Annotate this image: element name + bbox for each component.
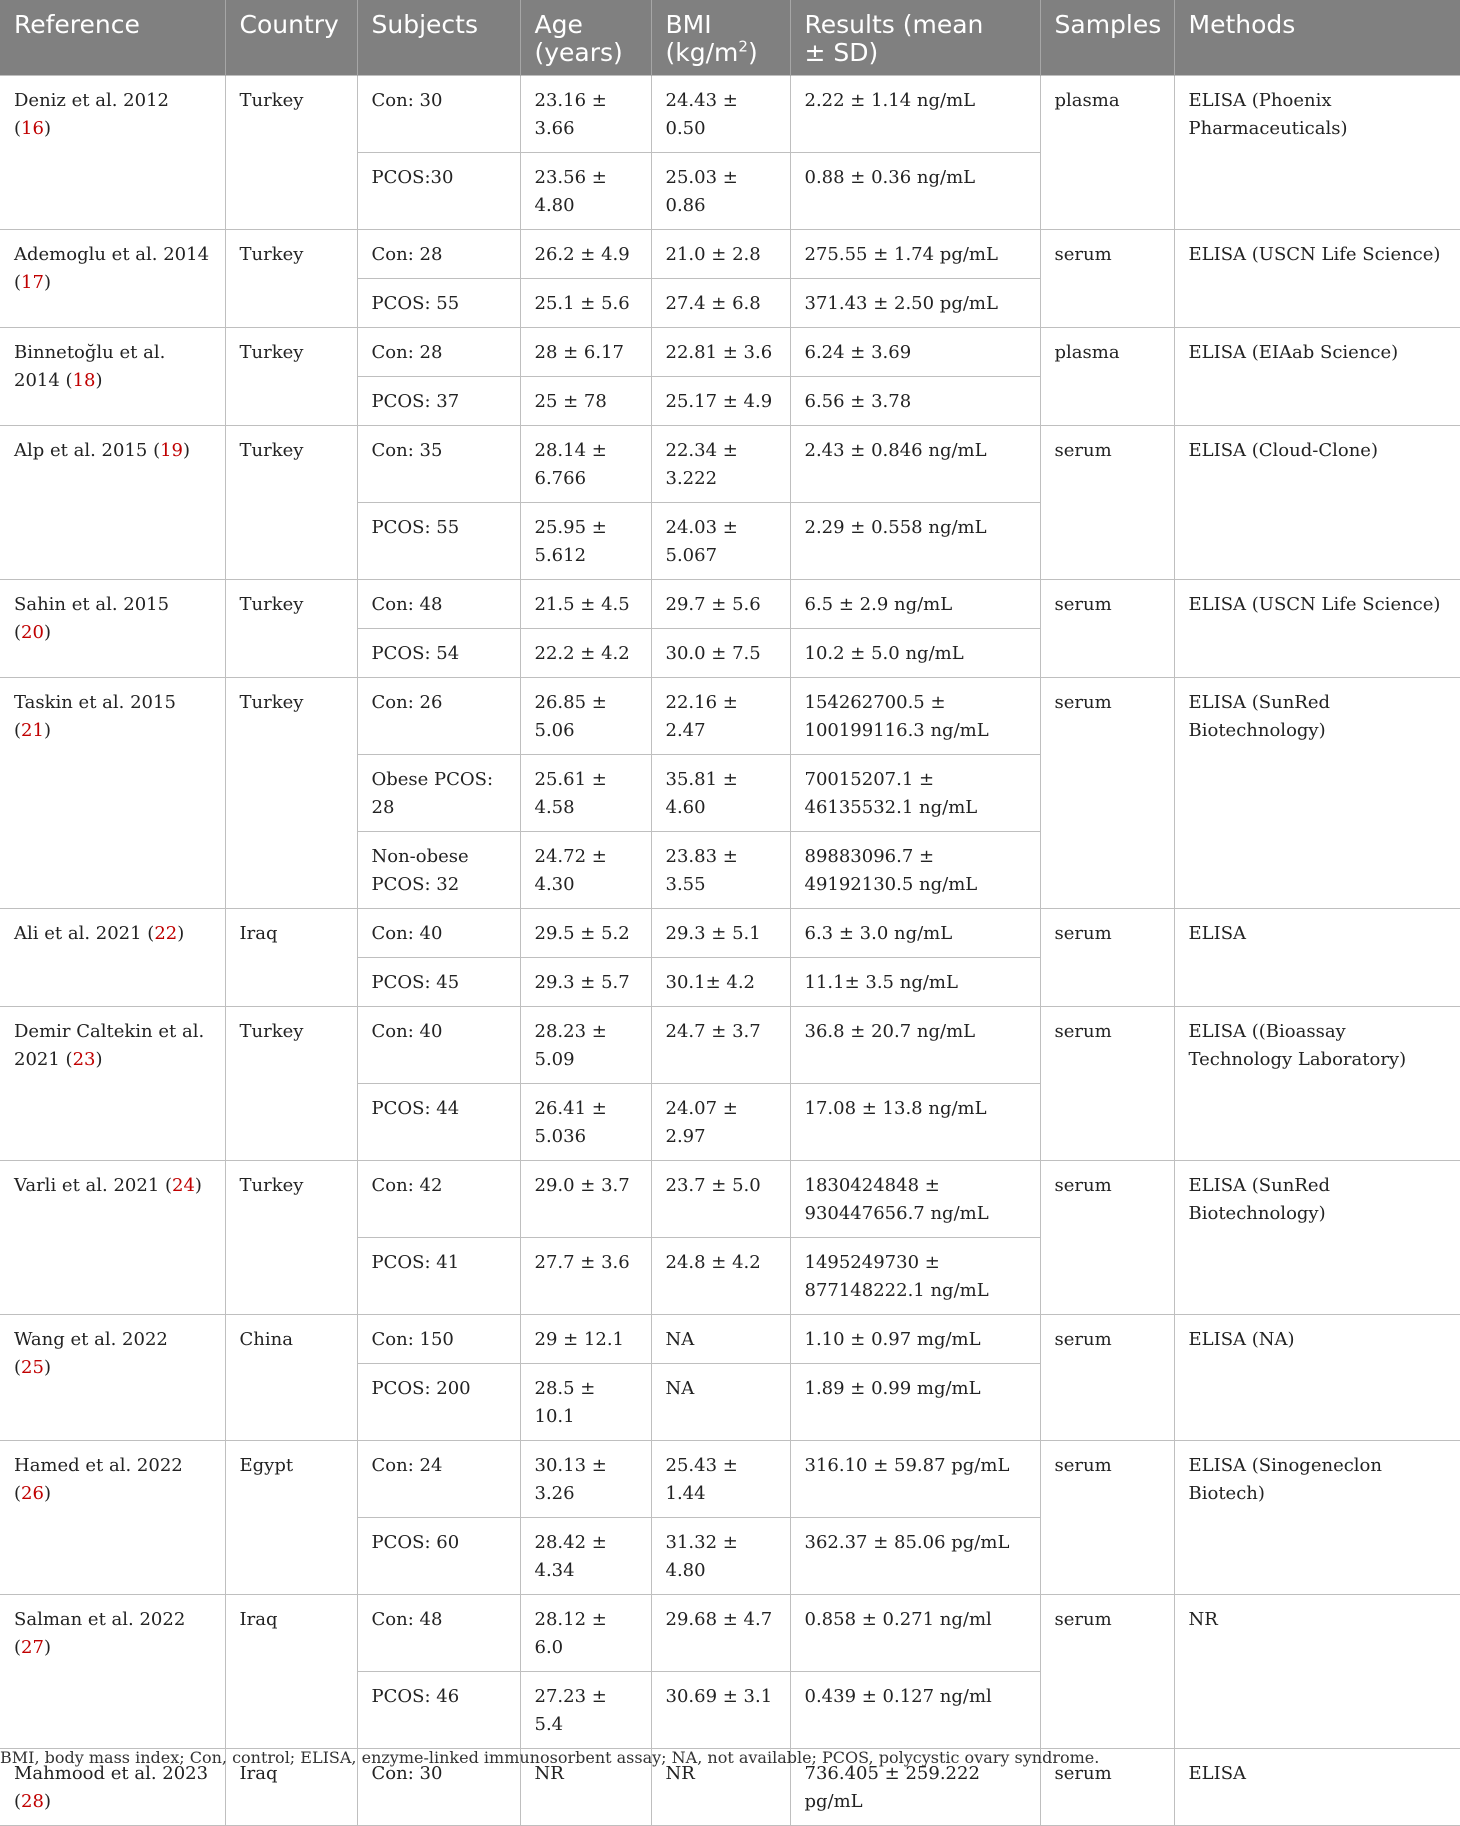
result-cell: 89883096.7 ± 49192130.5 ng/mL: [790, 832, 1040, 909]
subjects-cell: Con: 28: [357, 328, 520, 377]
reference-text: Alp et al. 2015 (: [14, 440, 161, 461]
method-cell: ELISA (NA): [1174, 1315, 1460, 1441]
subjects-cell: PCOS: 46: [357, 1672, 520, 1749]
reference-text: Deniz et al. 2012 (: [14, 90, 169, 139]
subjects-cell: PCOS: 60: [357, 1518, 520, 1595]
sample-cell: serum: [1040, 1315, 1174, 1441]
country-cell: Iraq: [225, 909, 357, 1007]
age-cell: 26.85 ± 5.06: [520, 678, 651, 755]
result-cell: 1830424848 ± 930447656.7 ng/mL: [790, 1161, 1040, 1238]
age-cell: 29.3 ± 5.7: [520, 958, 651, 1007]
method-cell: ELISA: [1174, 909, 1460, 1007]
subjects-cell: PCOS: 44: [357, 1084, 520, 1161]
subjects-cell: PCOS: 37: [357, 377, 520, 426]
subjects-cell: Con: 30: [357, 76, 520, 153]
table-row: [0, 1315, 1460, 1364]
reference-number-link[interactable]: 18: [72, 370, 96, 391]
reference-text: Ali et al. 2021 (: [14, 923, 155, 944]
col-header-methods: Methods: [1174, 0, 1460, 76]
reference-number-link[interactable]: 26: [21, 1483, 44, 1504]
table-row: [0, 1441, 1460, 1518]
result-cell: 10.2 ± 5.0 ng/mL: [790, 629, 1040, 678]
age-cell: 28 ± 6.17: [520, 328, 651, 377]
result-cell: 6.3 ± 3.0 ng/mL: [790, 909, 1040, 958]
age-cell: 29 ± 12.1: [520, 1315, 651, 1364]
result-cell: 6.5 ± 2.9 ng/mL: [790, 580, 1040, 629]
subjects-cell: Con: 48: [357, 1595, 520, 1672]
reference-close-paren: ): [95, 370, 103, 391]
col-header-bmi-line1: BMI: [665, 10, 712, 39]
bmi-cell: 25.43 ± 1.44: [651, 1441, 790, 1518]
reference-text: Hamed et al. 2022 (: [14, 1455, 183, 1504]
method-cell: ELISA (USCN Life Science): [1174, 580, 1460, 678]
country-cell: Turkey: [225, 76, 357, 230]
reference-number-link[interactable]: 25: [21, 1357, 44, 1378]
method-cell: ELISA (SunRed Biotechnology): [1174, 1161, 1460, 1315]
bmi-cell: 29.68 ± 4.7: [651, 1595, 790, 1672]
bmi-cell: NR: [651, 1749, 790, 1826]
age-cell: 21.5 ± 4.5: [520, 580, 651, 629]
subjects-cell: Obese PCOS: 28: [357, 755, 520, 832]
subjects-cell: Con: 28: [357, 230, 520, 279]
reference-cell: [0, 909, 225, 1007]
col-header-results-line2: ± SD): [804, 38, 879, 67]
bmi-cell: 24.7 ± 3.7: [651, 1007, 790, 1084]
result-cell: 1.10 ± 0.97 mg/mL: [790, 1315, 1040, 1364]
result-cell: 2.22 ± 1.14 ng/mL: [790, 76, 1040, 153]
bmi-cell: NA: [651, 1364, 790, 1441]
age-cell: NR: [520, 1749, 651, 1826]
bmi-cell: 30.1± 4.2: [651, 958, 790, 1007]
reference-close-paren: ): [43, 1791, 51, 1812]
table-footnote: BMI, body mass index; Con, control; ELISA, enzyme-linked immunosorbent assay; NA, not available; PCOS, polycystic ovary syndrome.: [0, 1748, 1100, 1767]
result-cell: 6.24 ± 3.69: [790, 328, 1040, 377]
sample-cell: serum: [1040, 426, 1174, 580]
subjects-cell: PCOS: 54: [357, 629, 520, 678]
age-cell: 27.7 ± 3.6: [520, 1238, 651, 1315]
age-cell: 27.23 ± 5.4: [520, 1672, 651, 1749]
age-cell: 28.42 ± 4.34: [520, 1518, 651, 1595]
col-header-bmi: [651, 0, 790, 76]
sample-cell: serum: [1040, 1749, 1174, 1826]
reference-text: Varli et al. 2021 (: [14, 1175, 173, 1196]
age-cell: 26.2 ± 4.9: [520, 230, 651, 279]
col-header-age-line2: (years): [534, 38, 623, 67]
reference-text: Sahin et al. 2015 (: [14, 594, 170, 643]
reference-number-link[interactable]: 21: [21, 720, 44, 741]
country-cell: Turkey: [225, 678, 357, 909]
country-cell: Turkey: [225, 1161, 357, 1315]
col-header-bmi-unit-close: ): [747, 38, 758, 67]
reference-text: Salman et al. 2022 (: [14, 1609, 186, 1658]
reference-cell: [0, 328, 225, 426]
age-cell: 23.56 ± 4.80: [520, 153, 651, 230]
result-cell: 736.405 ± 259.222 pg/mL: [790, 1749, 1040, 1826]
age-cell: 23.16 ± 3.66: [520, 76, 651, 153]
subjects-cell: Con: 40: [357, 1007, 520, 1084]
sample-cell: serum: [1040, 909, 1174, 1007]
result-cell: 154262700.5 ± 100199116.3 ng/mL: [790, 678, 1040, 755]
reference-close-paren: ): [43, 720, 51, 741]
country-cell: Iraq: [225, 1595, 357, 1749]
country-cell: Turkey: [225, 230, 357, 328]
bmi-cell: 30.69 ± 3.1: [651, 1672, 790, 1749]
method-cell: ELISA: [1174, 1749, 1460, 1826]
reference-text: Demir Caltekin et al. 2021 (: [14, 1021, 205, 1070]
method-cell: ELISA (Sinogeneclon Biotech): [1174, 1441, 1460, 1595]
table-row: [0, 580, 1460, 629]
result-cell: 70015207.1 ± 46135532.1 ng/mL: [790, 755, 1040, 832]
result-cell: 17.08 ± 13.8 ng/mL: [790, 1084, 1040, 1161]
bmi-cell: 24.43 ± 0.50: [651, 76, 790, 153]
reference-close-paren: ): [43, 1637, 51, 1658]
bmi-cell: 24.8 ± 4.2: [651, 1238, 790, 1315]
subjects-cell: Con: 42: [357, 1161, 520, 1238]
country-cell: Turkey: [225, 328, 357, 426]
col-header-bmi-unit: (kg/m: [665, 38, 739, 67]
reference-number-link[interactable]: 28: [21, 1791, 44, 1812]
sample-cell: serum: [1040, 1441, 1174, 1595]
reference-cell: [0, 678, 225, 909]
table-row: [0, 328, 1460, 377]
country-cell: Turkey: [225, 426, 357, 580]
age-cell: 25.95 ± 5.612: [520, 503, 651, 580]
reference-text: Taskin et al. 2015 (: [14, 692, 176, 741]
method-cell: ELISA (Cloud-Clone): [1174, 426, 1460, 580]
country-cell: Turkey: [225, 580, 357, 678]
col-header-age-line1: Age: [534, 10, 583, 39]
table-row: [0, 1161, 1460, 1238]
country-cell: Iraq: [225, 1749, 357, 1826]
reference-close-paren: ): [43, 1357, 51, 1378]
country-cell: Egypt: [225, 1441, 357, 1595]
reference-cell: [0, 580, 225, 678]
bmi-cell: 27.4 ± 6.8: [651, 279, 790, 328]
col-header-age: [520, 0, 651, 76]
subjects-cell: Con: 150: [357, 1315, 520, 1364]
result-cell: 2.43 ± 0.846 ng/mL: [790, 426, 1040, 503]
bmi-cell: 31.32 ± 4.80: [651, 1518, 790, 1595]
reference-close-paren: ): [43, 118, 51, 139]
age-cell: 22.2 ± 4.2: [520, 629, 651, 678]
table-header: [0, 0, 1460, 76]
bmi-cell: 22.81 ± 3.6: [651, 328, 790, 377]
sample-cell: serum: [1040, 1007, 1174, 1161]
col-header-samples: Samples: [1040, 0, 1174, 76]
reference-text: Mahmood et al. 2023 (: [14, 1763, 209, 1812]
reference-number-link[interactable]: 22: [154, 923, 178, 944]
bmi-cell: 30.0 ± 7.5: [651, 629, 790, 678]
age-cell: 29.0 ± 3.7: [520, 1161, 651, 1238]
reference-number-link[interactable]: 24: [172, 1175, 195, 1196]
bmi-cell: 24.03 ± 5.067: [651, 503, 790, 580]
result-cell: 1.89 ± 0.99 mg/mL: [790, 1364, 1040, 1441]
bmi-cell: NA: [651, 1315, 790, 1364]
sample-cell: serum: [1040, 230, 1174, 328]
bmi-cell: 23.83 ± 3.55: [651, 832, 790, 909]
reference-close-paren: ): [95, 1049, 103, 1070]
table-row: [0, 1007, 1460, 1084]
reference-cell: [0, 1315, 225, 1441]
country-cell: China: [225, 1315, 357, 1441]
country-cell: Turkey: [225, 1007, 357, 1161]
age-cell: 28.14 ± 6.766: [520, 426, 651, 503]
sample-cell: serum: [1040, 580, 1174, 678]
reference-number-link[interactable]: 16: [21, 118, 44, 139]
bmi-cell: 21.0 ± 2.8: [651, 230, 790, 279]
sample-cell: serum: [1040, 678, 1174, 909]
reference-number-link[interactable]: 17: [21, 272, 44, 293]
bmi-cell: 25.03 ± 0.86: [651, 153, 790, 230]
age-cell: 28.12 ± 6.0: [520, 1595, 651, 1672]
subjects-cell: Con: 24: [357, 1441, 520, 1518]
subjects-cell: Con: 35: [357, 426, 520, 503]
subjects-cell: Con: 26: [357, 678, 520, 755]
reference-text: Ademoglu et al. 2014 (: [14, 244, 210, 293]
col-header-bmi-unit-superscript: 2: [738, 37, 748, 56]
age-cell: 30.13 ± 3.26: [520, 1441, 651, 1518]
subjects-cell: Con: 30: [357, 1749, 520, 1826]
method-cell: ELISA ((Bioassay Technology Laboratory): [1174, 1007, 1460, 1161]
col-header-subjects: Subjects: [357, 0, 520, 76]
subjects-cell: PCOS: 55: [357, 279, 520, 328]
age-cell: 25.1 ± 5.6: [520, 279, 651, 328]
subjects-cell: Non-obese PCOS: 32: [357, 832, 520, 909]
sample-cell: serum: [1040, 1595, 1174, 1749]
bmi-cell: 22.16 ± 2.47: [651, 678, 790, 755]
bmi-cell: 23.7 ± 5.0: [651, 1161, 790, 1238]
reference-number-link[interactable]: 19: [160, 440, 183, 461]
col-header-reference: Reference: [0, 0, 225, 76]
reference-cell: [0, 426, 225, 580]
table-row: [0, 230, 1460, 279]
bmi-cell: 29.7 ± 5.6: [651, 580, 790, 629]
result-cell: 0.439 ± 0.127 ng/ml: [790, 1672, 1040, 1749]
result-cell: 0.88 ± 0.36 ng/mL: [790, 153, 1040, 230]
result-cell: 11.1± 3.5 ng/mL: [790, 958, 1040, 1007]
reference-close-paren: ): [183, 440, 191, 461]
bmi-cell: 29.3 ± 5.1: [651, 909, 790, 958]
reference-number-link[interactable]: 23: [72, 1049, 96, 1070]
age-cell: 24.72 ± 4.30: [520, 832, 651, 909]
reference-cell: [0, 1441, 225, 1595]
result-cell: 316.10 ± 59.87 pg/mL: [790, 1441, 1040, 1518]
age-cell: 29.5 ± 5.2: [520, 909, 651, 958]
reference-cell: [0, 1595, 225, 1749]
reference-text: Wang et al. 2022 (: [14, 1329, 168, 1378]
reference-text: Binnetoğlu et al. 2014 (: [14, 342, 166, 391]
col-header-country: Country: [225, 0, 357, 76]
reference-close-paren: ): [43, 1483, 51, 1504]
reference-close-paren: ): [177, 923, 185, 944]
result-cell: 275.55 ± 1.74 pg/mL: [790, 230, 1040, 279]
reference-cell: [0, 76, 225, 230]
table-row: [0, 678, 1460, 755]
age-cell: 28.5 ± 10.1: [520, 1364, 651, 1441]
age-cell: 26.41 ± 5.036: [520, 1084, 651, 1161]
age-cell: 25 ± 78: [520, 377, 651, 426]
result-cell: 1495249730 ± 877148222.1 ng/mL: [790, 1238, 1040, 1315]
subjects-cell: PCOS: 200: [357, 1364, 520, 1441]
reference-close-paren: ): [43, 272, 51, 293]
age-cell: 28.23 ± 5.09: [520, 1007, 651, 1084]
method-cell: NR: [1174, 1595, 1460, 1749]
method-cell: ELISA (Phoenix Pharmaceuticals): [1174, 76, 1460, 230]
subjects-cell: Con: 40: [357, 909, 520, 958]
reference-cell: [0, 1007, 225, 1161]
result-cell: 2.29 ± 0.558 ng/mL: [790, 503, 1040, 580]
result-cell: 0.858 ± 0.271 ng/ml: [790, 1595, 1040, 1672]
reference-close-paren: ): [194, 1175, 202, 1196]
subjects-cell: PCOS: 55: [357, 503, 520, 580]
col-header-results-line1: Results (mean: [804, 10, 984, 39]
bmi-cell: 35.81 ± 4.60: [651, 755, 790, 832]
table-row: [0, 426, 1460, 503]
reference-cell: [0, 1161, 225, 1315]
method-cell: ELISA (USCN Life Science): [1174, 230, 1460, 328]
table-row: [0, 1595, 1460, 1672]
result-cell: 362.37 ± 85.06 pg/mL: [790, 1518, 1040, 1595]
age-cell: 25.61 ± 4.58: [520, 755, 651, 832]
subjects-cell: Con: 48: [357, 580, 520, 629]
subjects-cell: PCOS: 45: [357, 958, 520, 1007]
table-body: [0, 76, 1460, 1826]
table-row: [0, 76, 1460, 153]
reference-cell: [0, 230, 225, 328]
reference-close-paren: ): [43, 622, 51, 643]
result-cell: 371.43 ± 2.50 pg/mL: [790, 279, 1040, 328]
bmi-cell: 25.17 ± 4.9: [651, 377, 790, 426]
table-row: [0, 909, 1460, 958]
reference-number-link[interactable]: 20: [21, 622, 44, 643]
result-cell: 36.8 ± 20.7 ng/mL: [790, 1007, 1040, 1084]
subjects-cell: PCOS: 41: [357, 1238, 520, 1315]
method-cell: ELISA (EIAab Science): [1174, 328, 1460, 426]
bmi-cell: 22.34 ± 3.222: [651, 426, 790, 503]
result-cell: 6.56 ± 3.78: [790, 377, 1040, 426]
subjects-cell: PCOS:30: [357, 153, 520, 230]
sample-cell: serum: [1040, 1161, 1174, 1315]
reference-number-link[interactable]: 27: [21, 1637, 44, 1658]
col-header-results: [790, 0, 1040, 76]
sample-cell: plasma: [1040, 328, 1174, 426]
bmi-cell: 24.07 ± 2.97: [651, 1084, 790, 1161]
method-cell: ELISA (SunRed Biotechnology): [1174, 678, 1460, 909]
sample-cell: plasma: [1040, 76, 1174, 230]
